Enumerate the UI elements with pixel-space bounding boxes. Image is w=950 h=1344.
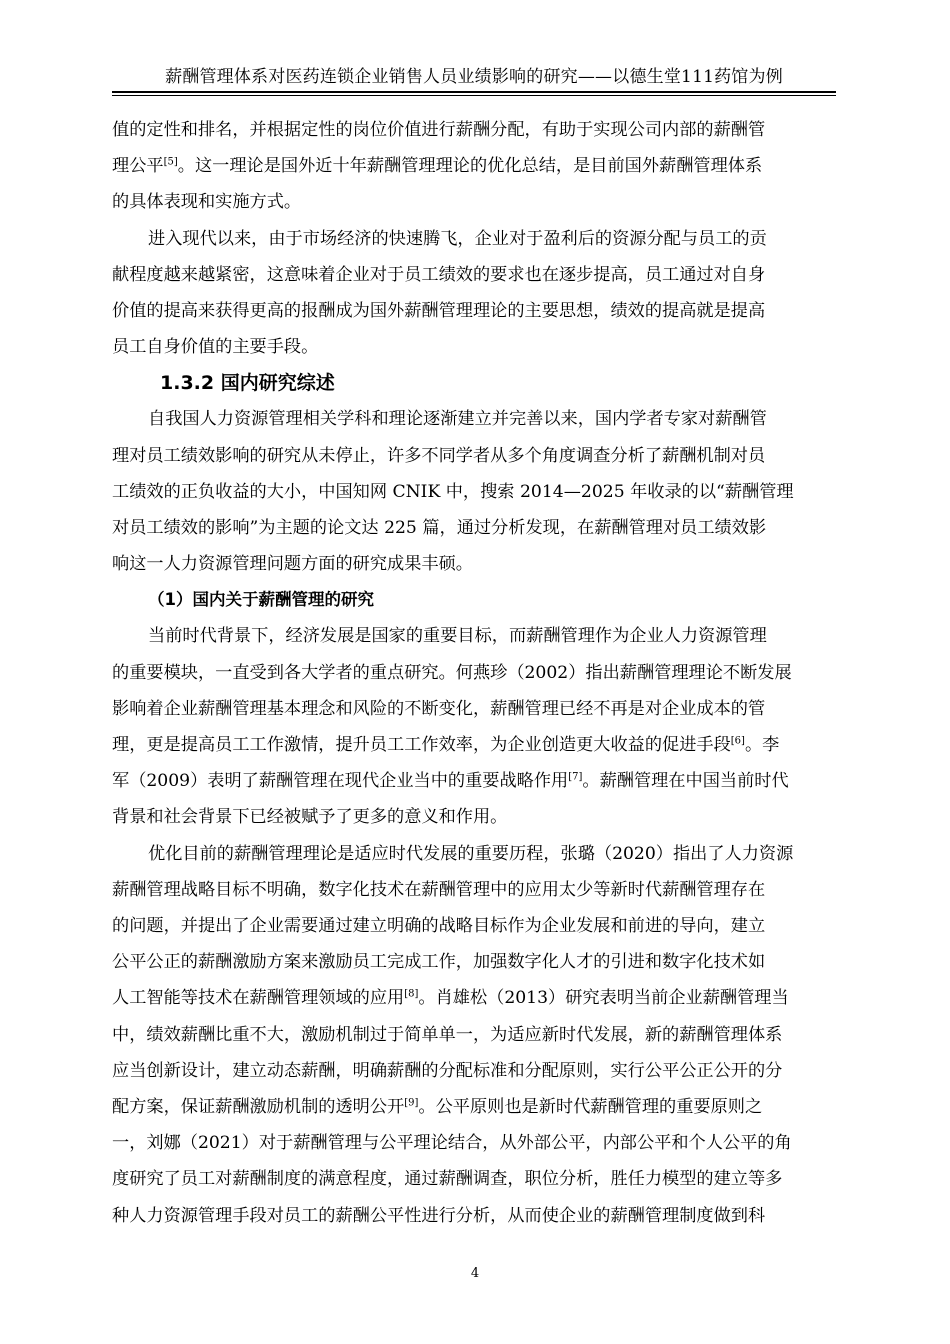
text-span: 。公平原则也是新时代薪酬管理的重要原则之 <box>418 1097 763 1118</box>
text-line: 应当创新设计，建立动态薪酬，明确薪酬的分配标准和分配原则，实行公平公正公开的分 <box>112 1060 783 1081</box>
text-line: 公平公正的薪酬激励方案来激励员工完成工作，加强数字化人才的引进和数字化技术如 <box>112 952 766 973</box>
running-header: 薪酬管理体系对医药连锁企业销售人员业绩影响的研究——以德生堂111药馆为例 <box>165 67 783 87</box>
header-rule-thin <box>112 95 836 96</box>
text-line: 的问题，并提出了企业需要通过建立明确的战略目标作为企业发展和前进的导向，建立 <box>112 916 766 937</box>
text-line: 种人力资源管理手段对员工的薪酬公平性进行分析，从而使企业的薪酬管理制度做到科 <box>112 1205 766 1226</box>
text-line: 一，刘娜（2021）对于薪酬管理与公平理论结合，从外部公平，内部公平和个人公平的角 <box>112 1133 792 1154</box>
text-span: 。李 <box>744 735 780 756</box>
text-line: 工绩效的正负收益的大小，中国知网 CNIK 中，搜索 2014—2025 年收录的以“薪酬管理 <box>112 481 794 502</box>
text-line: 献程度越来越紧密，这意味着企业对于员工绩效的要求也在逐步提高，员工通过对自身 <box>112 264 766 285</box>
text-line: 背景和社会背景下已经被赋予了更多的意义和作用。 <box>112 807 508 828</box>
text-line <box>112 727 836 763</box>
text-span: 。肖雄松（2013）研究表明当前企业薪酬管理当 <box>418 988 789 1009</box>
paragraph-3 <box>112 401 836 582</box>
text-line: 价值的提高来获得更高的报酬成为国外薪酬管理理论的主要思想，绩效的提高就是提高 <box>112 301 766 322</box>
paragraph-1 <box>112 112 836 221</box>
text-line: 薪酬管理战略目标不明确，数字化技术在薪酬管理中的应用太少等新时代薪酬管理存在 <box>112 879 766 900</box>
text-span: 。这一理论是国外近十年薪酬管理理论的优化总结，是目前国外薪酬管理体系 <box>177 156 763 177</box>
citation-8: [8] <box>404 988 419 1000</box>
text-span: 人工智能等技术在薪酬管理领域的应用 <box>112 988 405 1009</box>
citation-9: [9] <box>404 1097 419 1109</box>
citation-6: [6] <box>730 735 745 747</box>
header-rule-thick <box>112 91 836 93</box>
text-line: 值的定性和排名，并根据定性的岗位价值进行薪酬分配，有助于实现公司内部的薪酬管 <box>112 120 766 140</box>
text-span: 配方案，保证薪酬激励机制的透明公开 <box>112 1097 405 1118</box>
text-span: 。薪酬管理在中国当前时代 <box>582 771 789 792</box>
text-line: 中，绩效薪酬比重不大，激励机制过于简单单一，为适应新时代发展，新的薪酬管理体系 <box>112 1024 783 1045</box>
text-line <box>112 148 836 184</box>
paragraph-5 <box>112 836 836 1234</box>
text-line: 响这一人力资源管理问题方面的研究成果丰硕。 <box>112 554 473 575</box>
text-line: 当前时代背景下，经济发展是国家的重要目标，而薪酬管理作为企业人力资源管理 <box>148 626 767 647</box>
text-line: 理对员工绩效影响的研究从未停止，许多不同学者从多个角度调查分析了薪酬机制对员 <box>112 445 766 466</box>
page-number: 4 <box>470 1266 480 1281</box>
section-heading-1-3-2: 1.3.2 国内研究综述 <box>160 372 335 395</box>
paragraph-4 <box>112 618 836 835</box>
text-line: 对员工绩效的影响”为主题的论文达 225 篇，通过分析发现，在薪酬管理对员工绩效影 <box>112 518 767 539</box>
text-line: 度研究了员工对薪酬制度的满意程度，通过薪酬调查，职位分析，胜任力模型的建立等多 <box>112 1169 783 1190</box>
citation-7: [7] <box>568 771 583 783</box>
text-span: 军（2009）表明了薪酬管理在现代企业当中的重要战略作用 <box>112 771 569 792</box>
citation-5: [5] <box>163 156 178 168</box>
text-line <box>112 763 836 799</box>
text-line <box>112 980 836 1016</box>
text-span: 理公平 <box>112 156 164 177</box>
text-line: 优化目前的薪酬管理理论是适应时代发展的重要历程，张璐（2020）指出了人力资源 <box>148 843 794 864</box>
text-line: 的具体表现和实施方式。 <box>112 192 302 213</box>
subheading-domestic-compensation: （1）国内关于薪酬管理的研究 <box>148 590 374 610</box>
text-line: 影响着企业薪酬管理基本理念和风险的不断变化，薪酬管理已经不再是对企业成本的管 <box>112 698 766 719</box>
text-line: 进入现代以来，由于市场经济的快速腾飞，企业对于盈利后的资源分配与员工的贡 <box>148 228 767 249</box>
text-line: 自我国人力资源管理相关学科和理论逐渐建立并完善以来，国内学者专家对薪酬管 <box>148 409 767 430</box>
page-body <box>112 112 836 1234</box>
text-span: 理，更是提高员工工作激情，提升员工工作效率，为企业创造更大收益的促进手段 <box>112 735 731 756</box>
paragraph-2 <box>112 221 836 366</box>
text-line: 员工自身价值的主要手段。 <box>112 337 319 358</box>
text-line: 的重要模块，一直受到各大学者的重点研究。何燕珍（2002）指出薪酬管理理论不断发展 <box>112 662 792 683</box>
text-line <box>112 1089 836 1125</box>
